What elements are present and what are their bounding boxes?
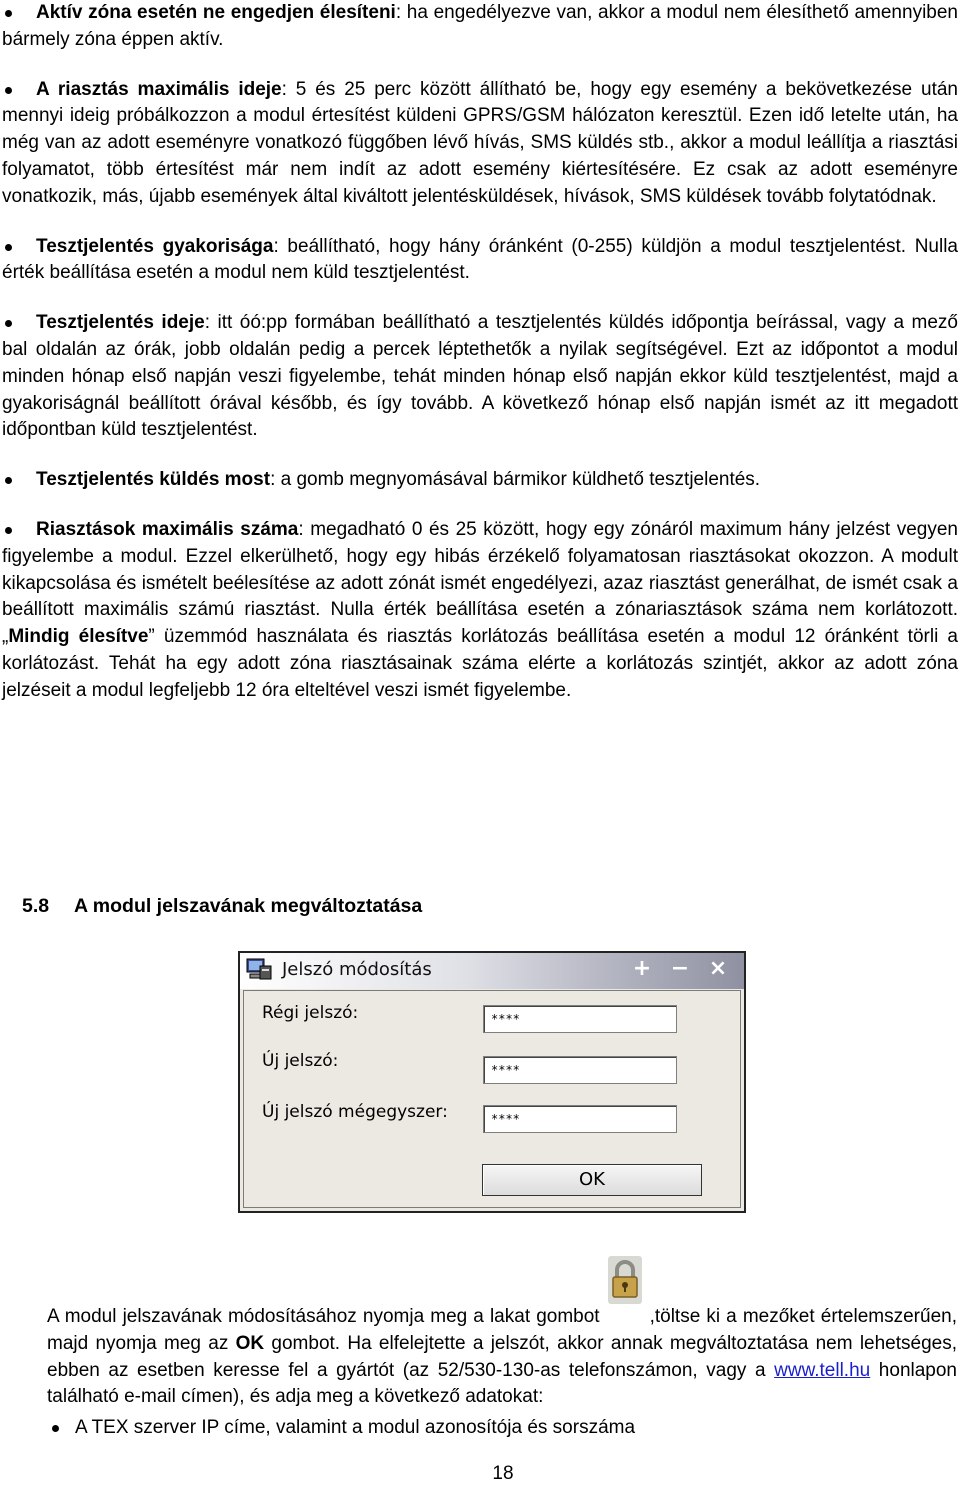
para-text-3: gombot. Ha elfelejtette a jelszót, akkor annak megváltoztatása nem lehetséges, ebben az esetben keresse fel a gyártót (az 52/530-130-as telefonszámon, vagy a: [47, 1332, 958, 1381]
bullet-item: [2, 310, 958, 444]
bullet-dot: [5, 10, 12, 17]
mode-name: Mindig élesítve: [8, 626, 149, 648]
para-text-4: honlapon található e-mail címen), és adja meg a következő adatokat:: [47, 1359, 957, 1408]
bullet-term: A riasztás maximális ideje: [36, 78, 282, 100]
bullet-item: [2, 467, 958, 494]
bullet-text: : beállítható, hogy hány óránként (0-255) küldjön a modul tesztjelentést. Nulla érték beállítása esetén a modul nem küld tesztjelentést.: [2, 235, 958, 284]
para-text-1: A modul jelszavának módosításához nyomja meg a lakat gombot: [47, 1306, 600, 1327]
section-heading: [22, 895, 422, 918]
bullet-text-extra: ” üzemmód használata és riasztás korlátozás beállítása esetén a modul 12 óránként törli a korlátozást. Tehát ha egy adott zóna riasztásainak száma elérte a korlátozás szintjét, akkor az adott zóna jelzéseit a modul legfeljebb 12 óra elteltével veszi ismét figyelembe.: [2, 626, 959, 701]
bullet-text: : megadható 0 és 25 között, hogy egy zónáról maximum hány jelzést vegyen figyelembe a modul. Ezzel elkerülhető, hogy egy hibás érzékelő folyamatosan riasztásokat okozzon. A modult kikapcsolása és ismételt beélesítése az adott zónát ismét engedélyezi, azaz riasztást generálhat, de ismét csak a beállított maximális számú riasztást. Nulla érték beállítása esetén a zónariasztások száma nem korlátozott.: [2, 518, 958, 621]
ok-reference: OK: [235, 1332, 265, 1354]
plus-icon[interactable]: +: [632, 956, 652, 981]
bullet-text: : 5 és 25 perc között állítható be, hogy egy esemény a bekövetkezése után mennyi ideig próbálkozzon a modul értesítést küldeni GPRS/GSM hálózaton keresztül. Ezen idő letelte után, ha még van az adott eseményre vonatkozó függőben lévő hívás, SMS küldés stb., akkor a modul leállítja a riasztási folyamatot, több értesítést már nem indít az adott esemény kiértesítésére. Ez csak az adott eseményre vonatkozik, más, újabb események által kiváltott jelentésküldések, hívások, SMS küldések tovább folytatódnak.: [2, 78, 958, 207]
bullet-text: : ha engedélyezve van, akkor a modul nem élesíthető amennyiben bármely zóna éppen aktív.: [2, 2, 958, 50]
bullet-item: [2, 0, 958, 54]
confirm-password-label: Új jelszó mégegyszer:: [262, 1102, 448, 1122]
new-password-field[interactable]: ****: [483, 1056, 677, 1084]
para-text-2: ,töltse ki a mezőket értelemszerűen, majd nyomja meg az: [47, 1306, 957, 1354]
confirm-password-field[interactable]: ****: [483, 1105, 677, 1133]
lock-icon[interactable]: [608, 1280, 642, 1328]
bullet-item: [2, 77, 958, 211]
bullet-item: [2, 234, 958, 288]
bullet-dot: [52, 1425, 59, 1432]
bullet-list: [2, 0, 958, 705]
bullet-dot: [5, 244, 12, 251]
website-link[interactable]: www.tell.hu: [774, 1359, 871, 1381]
bullet-dot: [5, 87, 12, 94]
ok-button[interactable]: OK: [482, 1164, 702, 1196]
section-title: A modul jelszavának megváltoztatása: [74, 895, 423, 917]
old-password-label: Régi jelszó:: [262, 1003, 359, 1023]
dialog-titlebar: [240, 953, 744, 989]
computer-icon: [246, 958, 272, 980]
bullet-term: Tesztjelentés ideje: [36, 312, 205, 334]
bullet-term: Tesztjelentés küldés most: [36, 469, 271, 491]
dialog-title: Jelszó módosítás: [282, 959, 432, 980]
list-item-text: A TEX szerver IP címe, valamint a modul azonosítója és sorszáma: [75, 1417, 636, 1438]
close-icon[interactable]: ×: [708, 956, 728, 981]
instruction-paragraph: [47, 1280, 957, 1411]
old-password-field[interactable]: ****: [483, 1005, 677, 1033]
bullet-term: Tesztjelentés gyakorisága: [36, 235, 274, 257]
bullet-dot: [5, 527, 12, 534]
section-number: 5.8: [22, 895, 50, 917]
bullet-text: : a gomb megnyomásával bármikor küldhető tesztjelentés.: [270, 469, 761, 491]
bullet-term: Riasztások maximális száma: [36, 518, 299, 540]
password-change-dialog: [238, 951, 746, 1213]
bullet-item: [2, 517, 958, 705]
quote-open: „: [2, 626, 9, 648]
bullet-term: Aktív zóna esetén ne engedjen élesíteni: [36, 2, 396, 23]
minus-icon[interactable]: −: [670, 956, 690, 981]
bullet-text: : itt óó:pp formában beállítható a tesztjelentés küldés időpontja beírással, vagy a mező bal oldalán az órák, jobb oldalán pedig a percek léptethetők a nyilak segítségével. Ezt az időpontot a modul minden hónap első napján veszi figyelembe, tehát minden hónap első napján ekkor küld tesztjelentést, majd a gyakoriságnál beállított órával később, és így tovább. A következő hónap első napján ismét az itt megadott időpontban küld tesztjelentést.: [2, 312, 958, 441]
new-password-label: Új jelszó:: [262, 1051, 339, 1071]
page-number: 18: [492, 1463, 514, 1484]
